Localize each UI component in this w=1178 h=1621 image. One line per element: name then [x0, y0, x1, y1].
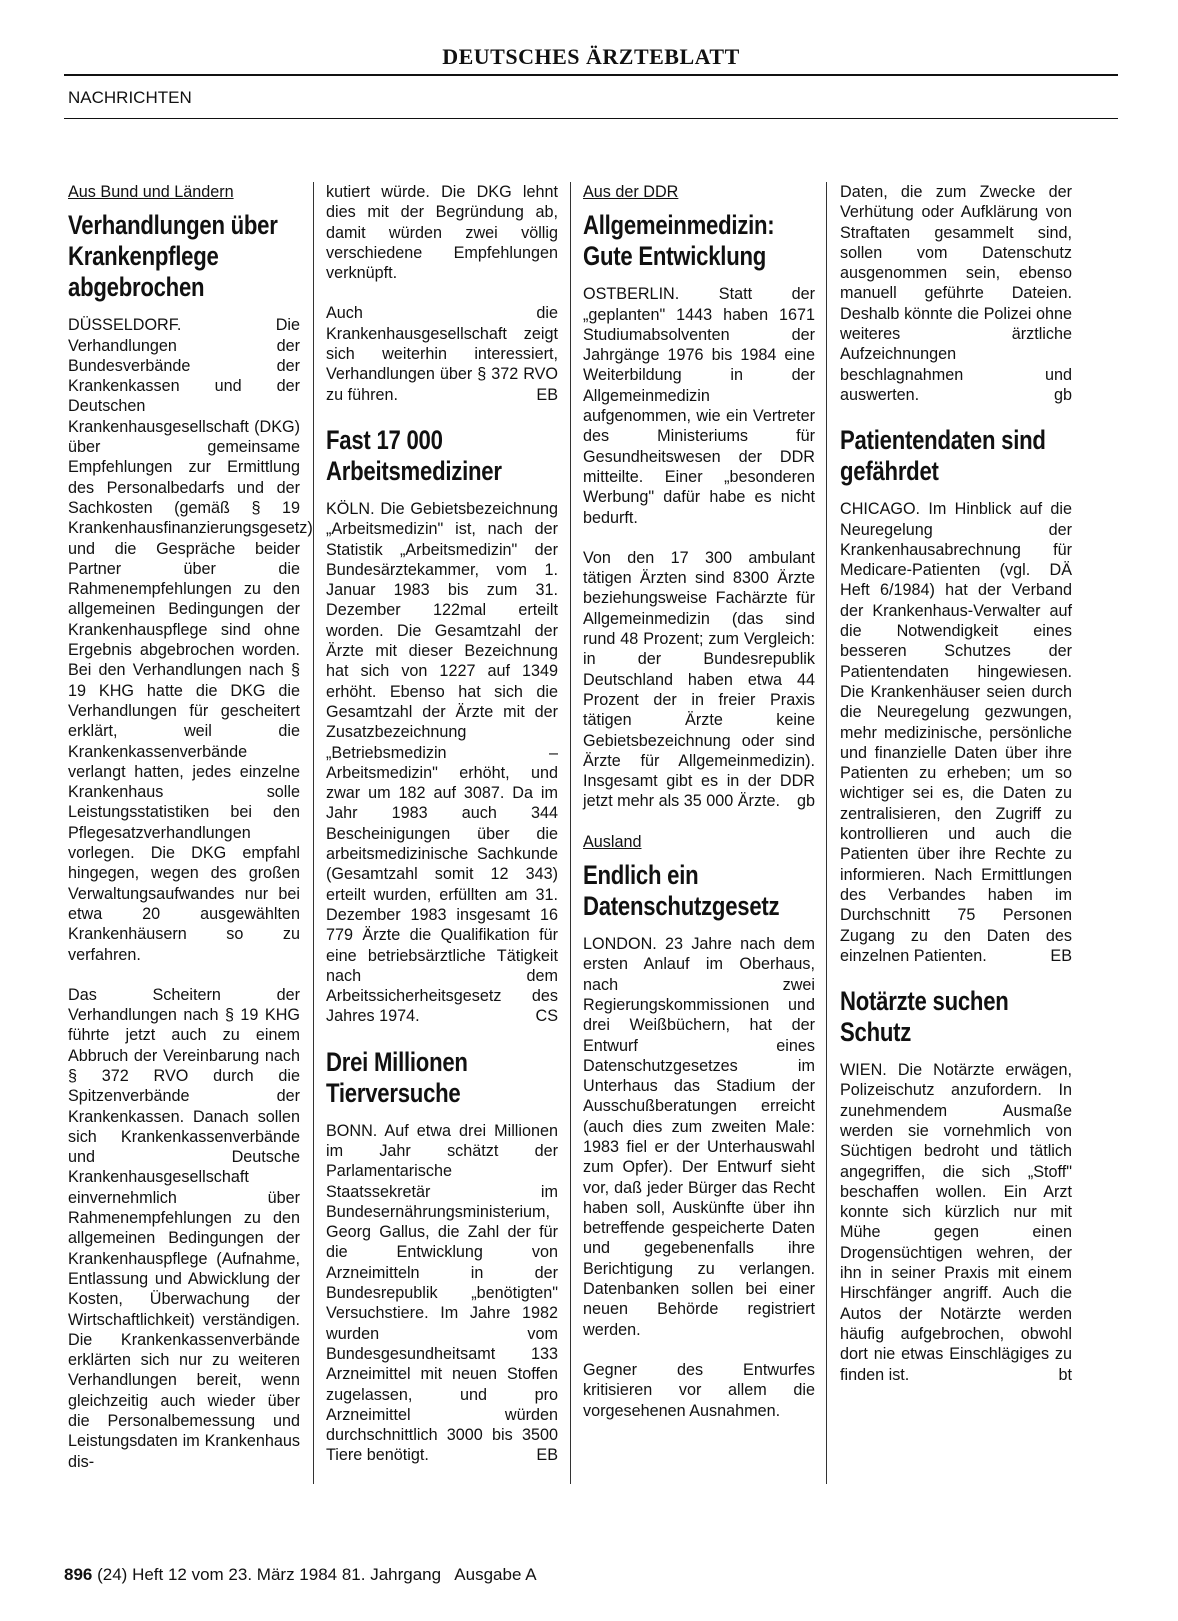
article-headline: Drei Millionen Tierversuche [326, 1046, 468, 1108]
column-divider [313, 182, 314, 1484]
masthead-rule [64, 74, 1118, 76]
article-text: KÖLN. Die Gebietsbezeichnung „Arbeitsmedizin" ist, nach der Statistik „Arbeitsmedizin" der Bundesärztekammer, vom 1. Januar 1983 bis zum 31. Dezember 122mal erteilt worden. Die Gesamtzahl der Ärzte mit dieser Bezeichnung hat sich von 1227 auf 1349 erhöht. Ebenso hat sich die Gesamtzahl der Ärzte mit der Zusatzbezeichnung „Betriebsmedizin – Arbeitsmedizin" erhöht, und zwar um 182 auf 3087. Da im Jahr 1983 auch 344 Bescheinigungen über die arbeitsmedizinische Sachkunde (Gesamtzahl somit 12 343) erteilt wurden, erfüllten am 31. Dezember 1983 insgesamt 16 779 Ärzte die Qualifikation für eine betriebsärztliche Tätigkeit nach dem Arbeitssicherheitsgesetz des Jahres 1974. [326, 499, 558, 1026]
article-paragraph: LONDON. 23 Jahre nach dem ersten Anlauf im Oberhaus, nach zwei Regierungskommissionen und drei Weißbüchern, hat der Entwurf eines Datenschutzgesetzes im Unterhaus das Stadium der Ausschußberatungen erreicht (auch dies zum zweiten Male: 1983 fiel er der Unterhauswahl zum Opfer). Der Entwurf sieht vor, daß jeder Bürger das Recht haben soll, Auskünfte über ihn betreffende gespeicherte Daten und gegebenenfalls ihre Berichtigung zu verlangen. Datenbanken sollen bei einer neuen Behörde registriert werden. [583, 935, 815, 1339]
article-text: Daten, die zum Zwecke der Verhütung oder Aufklärung von Straftaten gesammelt sind, sollen vom Datenschutz ausgenommen sein, ebenso manuell geführte Dateien. Deshalb könnte die Polizei ohne weiteres ärztliche Aufzeichnungen beschlagnahmen und auswerten. [840, 183, 1072, 404]
page-footer [64, 1565, 537, 1585]
article-headline: Patientendaten sind gefährdet [840, 425, 1046, 487]
column-divider [826, 182, 827, 1484]
article-headline: Notärzte suchen Schutz [840, 986, 1009, 1048]
masthead: DEUTSCHES ÄRZTEBLATT [442, 44, 740, 69]
article-headline: Endlich ein Datenschutzgesetz [583, 860, 780, 922]
page-number: 896 [64, 1565, 93, 1584]
article-kicker: Aus der DDR [583, 183, 679, 201]
article-paragraph [583, 548, 815, 812]
article-signature: EB [1050, 946, 1072, 965]
article-signature: bt [1058, 1365, 1072, 1384]
article-paragraph [326, 499, 558, 1027]
column-4 [840, 182, 1072, 1405]
column-divider [570, 182, 571, 1484]
article-paragraph: DÜSSELDORF. Die Verhandlungen der Bundesverbände der Krankenkassen und der Deutschen Krankenhausgesellschaft (DKG) über gemeinsame Empfehlungen zur Ermittlung des Personalbedarfs und der Sachkosten (gemäß § 19 Krankenhausfinanzierungsgesetz) und die Gespräche beider Partner über die Rahmenempfehlungen zu den allgemeinen Bedingungen der Krankenhauspflege sind ohne Ergebnis abgebrochen worden. Bei den Verhandlungen nach § 19 KHG hatte die DKG die Verhandlungen für gescheitert erklärt, weil die Krankenkassenverbände verlangt hatten, jedes einzelne Krankenhaus solle Leistungsstatistiken bei den Pflegesatzverhandlungen vorlegen. Die DKG empfahl hingegen, wegen des großen Verwaltungsaufwandes nur bei etwa 20 ausgewählten Krankenhäusern so zu verfahren. [68, 316, 313, 964]
article-signature: EB [536, 385, 558, 404]
article-kicker: Aus Bund und Ländern [68, 183, 234, 201]
column-3 [583, 182, 815, 1441]
article-paragraph [326, 303, 558, 404]
article-text: CHICAGO. Im Hinblick auf die Neuregelung der Krankenhausabrechnung für Medicare-Patienten (vgl. DÄ Heft 6/1984) hat der Verband der Krankenhaus-Verwalter auf die Notwendigkeit eines besseren Schutzes der Patientendaten hingewiesen. Die Krankenhäuser seien durch die Neuregelung gezwungen, mehr medizinische, persönliche und finanzielle Daten über ihre Patienten zu erheben; um so wichtiger sei es, die Daten zu zentralisieren, den Zugriff zu kontrollieren und auch die Patienten über ihre Rechte zu informieren. Nach Ermittlungen des Verbandes haben im Durchschnitt 75 Personen Zugang zu den Daten des einzelnen Patienten. [840, 500, 1072, 965]
article-paragraph: Das Scheitern der Verhandlungen nach § 19 KHG führte jetzt auch zu einem Abbruch der Vereinbarung nach § 372 RVO durch die Spitzenverbände der Krankenkassen. Danach sollen sich Krankenkassenverbände und Deutsche Krankenhausgesellschaft einvernehmlich über Rahmenempfehlungen zu den allgemeinen Bedingungen der Krankenhauspflege (Aufnahme, Entlassung und Abwicklung der Kosten, Überwachung der Wirtschaftlichkeit) verständigen. Die Krankenkassenverbände erklärten sich nur zu weiteren Verhandlungen bereit, wenn gleichzeitig auch wieder über die Personalbemessung und Leistungsdaten im Krankenhaus dis- [68, 985, 300, 1471]
article-text: Von den 17 300 ambulant tätigen Ärzten sind 8300 Ärzte beziehungsweise Fachärzte für Allgemeinmedizin (das sind rund 48 Prozent; zum Vergleich: in der Bundesrepublik Deutschland haben etwa 44 Prozent der in freier Praxis tätigen Ärzte keine Gebietsbezeichnung oder sind Ärzte für Allgemeinmedizin). Insgesamt gibt es in der DDR jetzt mehr als 35 000 Ärzte. [583, 548, 815, 811]
column-2 [326, 182, 558, 1486]
section-label: NACHRICHTEN [68, 88, 192, 107]
article-text: Auch die Krankenhausgesellschaft zeigt sich weiterhin interessiert, Verhandlungen über § 372 RVO zu führen. [326, 304, 558, 404]
article-headline: Allgemeinmedizin: Gute Entwicklung [583, 210, 775, 272]
column-1 [68, 182, 313, 1492]
article-signature: gb [1053, 385, 1072, 404]
article-paragraph: OSTBERLIN. Statt der „geplanten" 1443 haben 1671 Studiumabsolventen der Jahrgänge 1976 bis 1984 eine Weiterbildung in der Allgemeinmedizin aufgenommen, wie ein Vertreter des Ministeriums für Gesundheitswesen der DDR mitteilte. Einer „besonderen Werbung" dafür habe es nicht bedurft. [583, 285, 815, 527]
article-signature: gb [796, 792, 815, 811]
article-signature: CS [535, 1007, 558, 1026]
article-paragraph [840, 499, 1072, 966]
section-rule [64, 118, 1118, 119]
article-kicker: Ausland [583, 832, 642, 851]
article-paragraph [326, 1121, 558, 1466]
issue-info: (24) Heft 12 vom 23. März 1984 81. Jahrgang Ausgabe A [97, 1565, 537, 1584]
article-headline: Verhandlungen über Krankenpflege abgebrochen [68, 210, 278, 303]
article-paragraph [840, 1060, 1072, 1385]
article-text: BONN. Auf etwa drei Millionen im Jahr schätzt der Parlamentarische Staatssekretär im Bundesernährungsministerium, Georg Gallus, die Zahl der für die Entwicklung von Arzneimitteln in der Bundesrepublik „benötigten" Versuchstiere. Im Jahre 1982 wurden vom Bundesgesundheitsamt 133 Arzneimittel mit neuen Stoffen zugelassen, und pro Arzneimittel würden durchschnittlich 3000 bis 3500 Tiere benötigt. [326, 1121, 558, 1465]
article-paragraph: kutiert würde. Die DKG lehnt dies mit der Begründung ab, damit würden zwei völlig verschiedene Empfehlungen verknüpft. [326, 183, 558, 283]
article-text: WIEN. Die Notärzte erwägen, Polizeischutz anzufordern. In zunehmendem Ausmaße werden sie vornehmlich von Süchtigen bedroht und tätlich angegriffen, die sich „Stoff" beschaffen wollen. Ein Arzt konnte sich kürzlich nur mit Mühe gegen einen Drogensüchtigen wehren, der ihn in seiner Praxis mit einem Hirschfänger angriff. Auch die Autos der Notärzte werden häufig aufgebrochen, obwohl dort nie etwas Einschlägiges zu finden ist. [840, 1061, 1072, 1384]
article-headline: Fast 17 000 Arbeitsmediziner [326, 424, 502, 486]
article-signature: EB [536, 1446, 558, 1465]
article-paragraph [840, 182, 1072, 405]
article-paragraph: Gegner des Entwurfes kritisieren vor allem die vorgesehenen Ausnahmen. [583, 1360, 815, 1420]
